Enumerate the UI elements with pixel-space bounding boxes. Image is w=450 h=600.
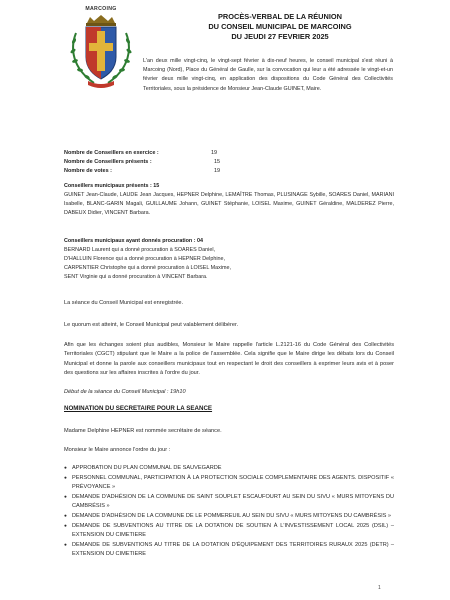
agenda-list	[64, 464, 394, 560]
police-paragraph: Afin que les échanges soient plus audibles, Monsieur le Maire rappelle l'article L.2121-16 du Code Général des Collectivités Territoriales (CGCT) stipulant que le Maire a la police de l'assemblée. Cela signifie que le Maire dirige les débats lors du Conseil Municipal et donne la parole aux conseillers municipaux tout en respectant le droit des conseillers à exprimer leurs avis et à poser des questions sur les affaires inscrites à l'ordre du jour.	[64, 342, 394, 376]
proxy-line: D'HALLUIN Florence qui a donné procuration à HEPNER Delphine,	[64, 256, 226, 263]
town-crest	[64, 6, 138, 91]
stat-value: 19	[214, 168, 221, 174]
quorum-note: Le quorum est atteint, le Conseil Municipal peut valablement délibérer.	[64, 322, 239, 328]
stat-value: 15	[214, 159, 221, 165]
agenda-item-text: DEMANDE DE SUBVENTIONS AU TITRE DE LA DOTATION DE SOUTIEN À L'INVESTISSEMENT LOCAL 2025 (DSIL) – EXTENSION DU CIMETIERE	[72, 522, 394, 539]
section-title-secretary: NOMINATION DU SECRETAIRE POUR LA SEANCE	[64, 405, 213, 412]
bullet-icon: ●	[64, 542, 67, 548]
secretary-appointment: Madame Delphine HEPNER est nommée secrétaire de séance.	[64, 428, 222, 434]
bullet-icon: ●	[64, 494, 67, 500]
agenda-intro: Monsieur le Maire annonce l'ordre du jour :	[64, 447, 171, 453]
list-item	[64, 464, 394, 473]
present-councillors	[64, 182, 394, 218]
agenda-item-text: APPROBATION DU PLAN COMMUNAL DE SAUVEGARDE	[72, 465, 222, 471]
list-item	[64, 512, 394, 521]
bullet-icon: ●	[64, 523, 67, 529]
proxy-line: CARPENTIER Christophe qui a donné procuration à LOISEL Maxime,	[64, 265, 231, 272]
stat-label: Nombre de Conseillers en exercice :	[64, 150, 159, 156]
agenda-item-text: DEMANDE DE SUBVENTIONS AU TITRE DE LA DOTATION D'ÉQUIPEMENT DES TERRITOIRES RURAUX 2025 (DETR) – EXTENSION DU CIMETIERE	[72, 541, 394, 558]
stat-label: Nombre de votes :	[64, 168, 112, 174]
list-item	[64, 493, 394, 512]
proxy-councillors	[64, 237, 394, 282]
present-names: GUINET Jean-Claude, LAUDE Jean Jacques, HEPNER Delphine, LEMAÎTRE Thomas, PLUSINAGE Sybille, SOARES Daniel, MARIANI Isabelle, BLANC-GARIN Magali, GUILLAUME Johann, GUINET Stéphanie, LOISEL Maxime, GUINET Géraldine, MALDEREZ Pierre, DABEUX Didier, VINCENT Barbara.	[64, 192, 394, 217]
proxy-line: SENT Virginie qui a donné procuration à VINCENT Barbara.	[64, 274, 208, 281]
bullet-icon: ●	[64, 466, 67, 471]
stat-label: Nombre de Conseillers présents :	[64, 159, 152, 165]
page-number: 1	[378, 585, 381, 591]
title-line-3: DU JEUDI 27 FEVRIER 2025	[231, 32, 329, 41]
bullet-icon: ●	[64, 513, 67, 519]
agenda-item-text: PERSONNEL COMMUNAL, PARTICIPATION À LA PROTECTION SOCIALE COMPLEMENTAIRE DES AGENTS. DISPOSITIF « PRÉVOYANCE »	[72, 474, 394, 491]
agenda-item-text: DEMANDE D'ADHÉSION DE LA COMMUNE DE SAINT SOUPLET ESCAUFOURT AU SEIN DU SIVU « MURS MITOYENS DU CAMBRÉSIS »	[72, 493, 394, 510]
proxy-heading: Conseillers municipaux ayant donnés procuration : 04	[64, 238, 203, 244]
stat-row	[64, 149, 264, 158]
intro-paragraph: L'an deux mille vingt-cinq, le vingt-sept février à dix-neuf heures, le conseil municipal s'est réuni à Marcoing (Nord), Place du Général de Gaulle, sur la convocation qui leur a été adressée le vingt-et-un février deux mille vingt-cinq, en application des dispositions du Code Général des Collectivités Territoriales, sous la présidence de Monsieur Jean-Claude GUINET, Maire.	[143, 58, 393, 92]
stat-value: 19	[211, 150, 218, 156]
agenda-item-text: DEMANDE D'ADHÉSION DE LA COMMUNE DE LE POMMEREUIL AU SEIN DU SIVU « MURS MITOYENS DU CAMBRÉSIS »	[72, 512, 392, 519]
stat-row	[64, 158, 264, 167]
crest-emblem-icon	[66, 13, 136, 91]
title-line-1: PROCÈS-VERBAL DE LA RÉUNION	[217, 12, 342, 21]
attendance-stats	[64, 149, 264, 176]
title-line-2: DU CONSEIL MUNICIPAL DE MARCOING	[208, 22, 352, 31]
proxy-line: BERNARD Laurent qui a donné procuration à SOARES Daniel,	[64, 247, 216, 254]
recording-note: La séance du Conseil Municipal est enregistrée.	[64, 300, 184, 306]
crest-banner: MARCOING	[85, 6, 117, 12]
present-heading: Conseillers municipaux présents : 15	[64, 183, 160, 189]
list-item	[64, 522, 394, 541]
list-item	[64, 541, 394, 560]
stat-row	[64, 167, 264, 176]
session-start: Début de la séance du Conseil Municipal : 19h10	[64, 389, 186, 395]
bullet-icon: ●	[64, 475, 67, 481]
document-title	[170, 12, 390, 42]
list-item	[64, 474, 394, 493]
